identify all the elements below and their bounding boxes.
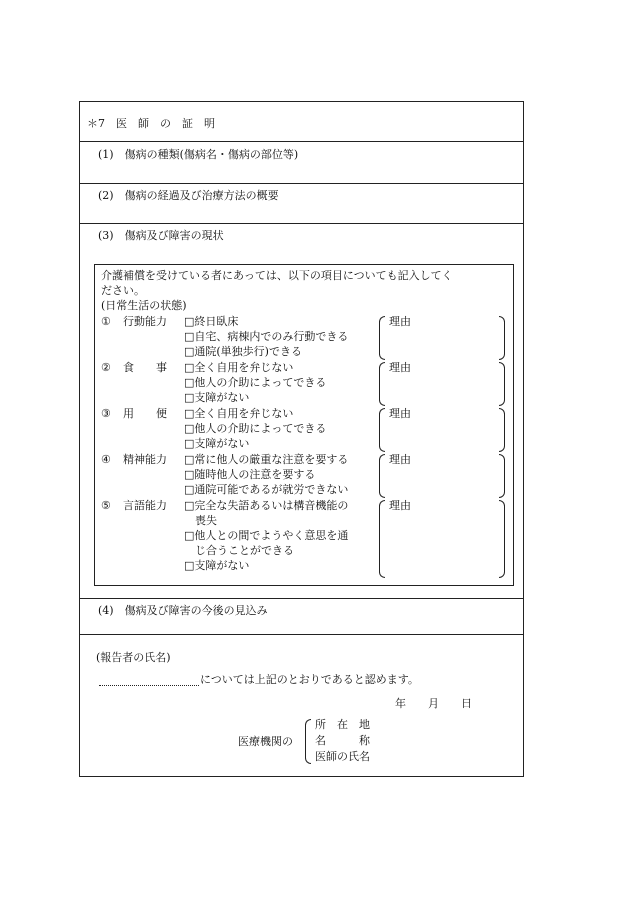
care-intro-line2: ださい。 — [101, 284, 145, 297]
section-1-heading: (1) 傷病の種類(傷病名・傷病の部位等) — [98, 148, 299, 161]
divider — [80, 634, 523, 635]
option-checkbox[interactable]: □全く自用を弁じない — [184, 407, 294, 420]
bracket-right — [499, 454, 505, 498]
item-number: ④ — [101, 453, 111, 466]
option-checkbox[interactable]: □他人の介助によってできる — [184, 422, 327, 435]
care-intro-line1: 介護補償を受けている者にあっては、以下の項目についても記入してく — [101, 269, 453, 282]
option-checkbox[interactable]: □支障がない — [184, 437, 250, 450]
care-compensation-box — [94, 264, 514, 586]
item-label: 用 便 — [123, 407, 167, 420]
institution-address[interactable]: 所 在 地 — [315, 718, 370, 731]
divider — [80, 223, 523, 224]
reason-label: 理由 — [389, 499, 411, 512]
divider — [80, 598, 523, 599]
section-4-heading: (4) 傷病及び障害の今後の見込み — [98, 604, 268, 617]
reporter-name-label: (報告者の氏名) — [96, 651, 171, 664]
bracket-right — [499, 500, 505, 578]
item-number: ① — [101, 315, 111, 328]
item-number: ② — [101, 361, 111, 374]
reason-label: 理由 — [389, 407, 411, 420]
bracket-left — [379, 316, 385, 360]
bracket-right — [499, 316, 505, 360]
item-label: 食 事 — [123, 361, 167, 374]
option-continuation: じ合うことができる — [184, 544, 294, 557]
daily-life-heading: (日常生活の状態) — [101, 299, 187, 312]
option-checkbox[interactable]: □支障がない — [184, 391, 250, 404]
bracket-right — [499, 362, 505, 406]
item-number: ⑤ — [101, 499, 111, 512]
option-checkbox[interactable]: □通院可能であるが就労できない — [184, 483, 349, 496]
item-number: ③ — [101, 407, 111, 420]
reason-label: 理由 — [389, 453, 411, 466]
certification-statement: については上記のとおりであると認めます。 — [200, 673, 419, 686]
item-label: 行動能力 — [123, 315, 167, 328]
divider — [80, 141, 523, 142]
divider — [80, 183, 523, 184]
item-label: 言語能力 — [123, 499, 167, 512]
section-2-heading: (2) 傷病の経過及び治療方法の概要 — [98, 189, 279, 202]
bracket-left — [379, 454, 385, 498]
bracket-left — [379, 362, 385, 406]
option-checkbox[interactable]: □全く自用を弁じない — [184, 361, 294, 374]
option-checkbox[interactable]: □随時他人の注意を要する — [184, 468, 316, 481]
option-checkbox[interactable]: □完全な失語あるいは構音機能の — [184, 499, 349, 512]
option-checkbox[interactable]: □常に他人の厳重な注意を要する — [184, 453, 349, 466]
reporter-name-field[interactable] — [99, 685, 199, 686]
institution-bracket — [305, 719, 311, 764]
option-checkbox[interactable]: □支障がない — [184, 559, 250, 572]
institution-label: 医療機関の — [238, 735, 293, 748]
bracket-left — [379, 500, 385, 578]
reason-label: 理由 — [389, 361, 411, 374]
doctor-certificate-form — [79, 101, 524, 777]
option-checkbox[interactable]: □他人との間でようやく意思を通 — [184, 529, 349, 542]
doctor-name[interactable]: 医師の氏名 — [315, 750, 370, 763]
option-checkbox[interactable]: □通院(単独歩行)できる — [184, 345, 302, 358]
option-continuation: 喪失 — [184, 514, 217, 527]
option-checkbox[interactable]: □他人の介助によってできる — [184, 376, 327, 389]
form-title: ＊7 医 師 の 証 明 — [87, 117, 215, 130]
option-checkbox[interactable]: □自宅、病棟内でのみ行動できる — [184, 330, 349, 343]
institution-name[interactable]: 名 称 — [315, 734, 370, 747]
option-checkbox[interactable]: □終日臥床 — [184, 315, 239, 328]
section-3-heading: (3) 傷病及び障害の現状 — [98, 229, 224, 242]
bracket-right — [499, 408, 505, 452]
reason-label: 理由 — [389, 315, 411, 328]
date-field[interactable]: 年 月 日 — [395, 697, 472, 710]
item-label: 精神能力 — [123, 453, 167, 466]
bracket-left — [379, 408, 385, 452]
